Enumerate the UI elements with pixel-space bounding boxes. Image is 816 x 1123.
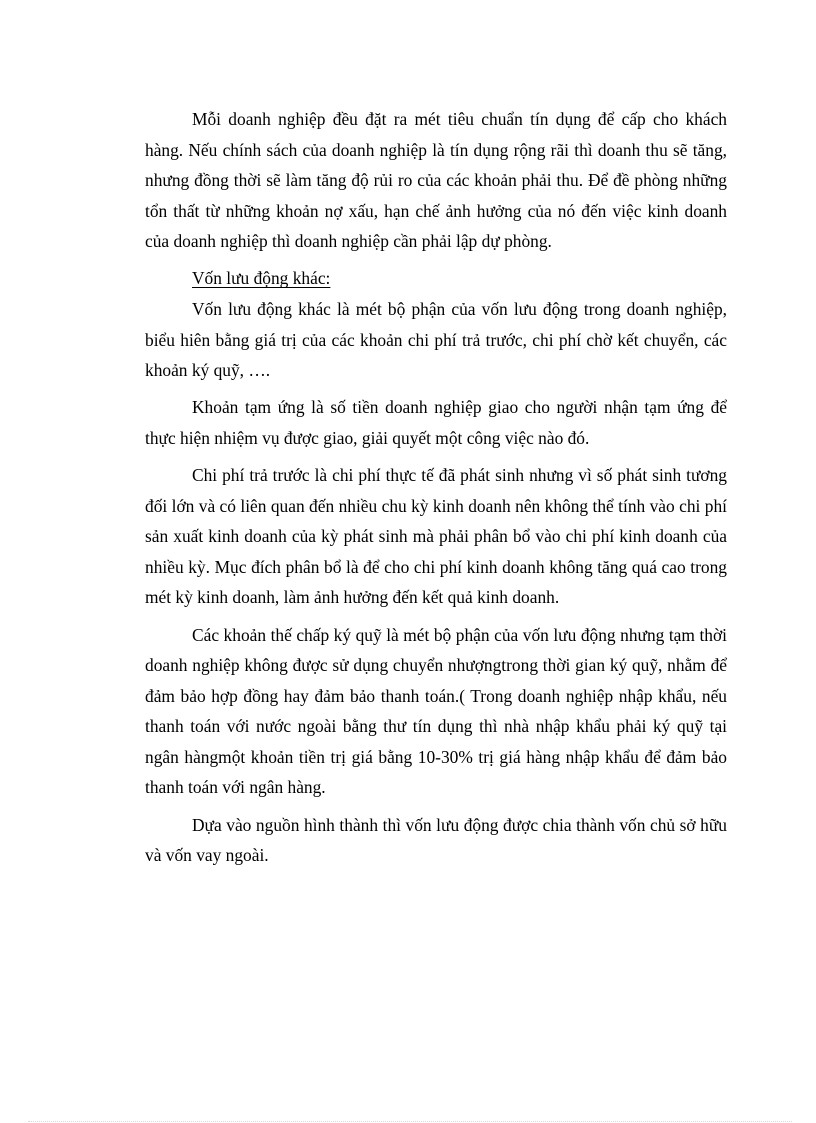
paragraph-capital-sources: Dựa vào nguồn hình thành thì vốn lưu động được chia thành vốn chủ sở hữu và vốn vay ngoài. bbox=[145, 814, 727, 866]
paragraph-credit-standard: Mỗi doanh nghiệp đều đặt ra mét tiêu chuẩn tín dụng để cấp cho khách hàng. Nếu chính sách của doanh nghiệp là tín dụng rộng rãi thì doanh thu sẽ tăng, nhưng đồng thời sẽ làm tăng độ rủi ro của các khoản phải thu. Để đề phòng những tổn thất từ những khoản nợ xấu, hạn chế ảnh hưởng của nó đến việc kinh doanh của doanh nghiệp thì doanh nghiệp cần phải lập dự phòng. bbox=[145, 109, 727, 252]
paragraph-prepaid-expenses: Chi phí trả trước là chi phí thực tế đã phát sinh nhưng vì số phát sinh tương đối lớn và có liên quan đến nhiều chu kỳ kinh doanh nên không thể tính vào chi phí sản xuất kinh doanh của kỳ phát sinh mà phải phân bổ vào chi phí kinh doanh của nhiều kỳ. Mục đích phân bổ là để cho chi phí kinh doanh không tăng quá cao trong mét kỳ kinh doanh, làm ảnh hưởng đến kết quả kinh doanh. bbox=[145, 465, 727, 608]
paragraph-advance-payment: Khoản tạm ứng là số tiền doanh nghiệp giao cho người nhận tạm ứng để thực hiện nhiệm vụ được giao, giải quyết một công việc nào đó. bbox=[145, 397, 727, 448]
section-heading-text: Vốn lưu động khác: bbox=[192, 268, 331, 289]
page-bottom-divider bbox=[28, 1121, 792, 1122]
document-body bbox=[145, 104, 727, 871]
section-heading-other-working-capital bbox=[145, 263, 727, 294]
paragraph-other-working-capital: Vốn lưu động khác là mét bộ phận của vốn lưu động trong doanh nghiệp, biểu hiên bằng giá trị của các khoản chi phí trả trước, chi phí chờ kết chuyển, các khoản ký quỹ, …. bbox=[145, 299, 727, 381]
paragraph-collateral-deposits: Các khoản thế chấp ký quỹ là mét bộ phận của vốn lưu động nhưng tạm thời doanh nghiệp không được sử dụng chuyển nhượngtrong thời gian ký quỹ, nhằm để đảm bảo hợp đồng hay đảm bảo thanh toán.( Trong doanh nghiệp nhập khẩu, nếu thanh toán với nước ngoài bằng thư tín dụng thì nhà nhập khẩu phải ký quỹ tại ngân hàngmột khoản tiền trị giá bằng 10-30% trị giá hàng nhập khẩu để đảm bảo thanh toán với ngân hàng. bbox=[145, 624, 727, 798]
